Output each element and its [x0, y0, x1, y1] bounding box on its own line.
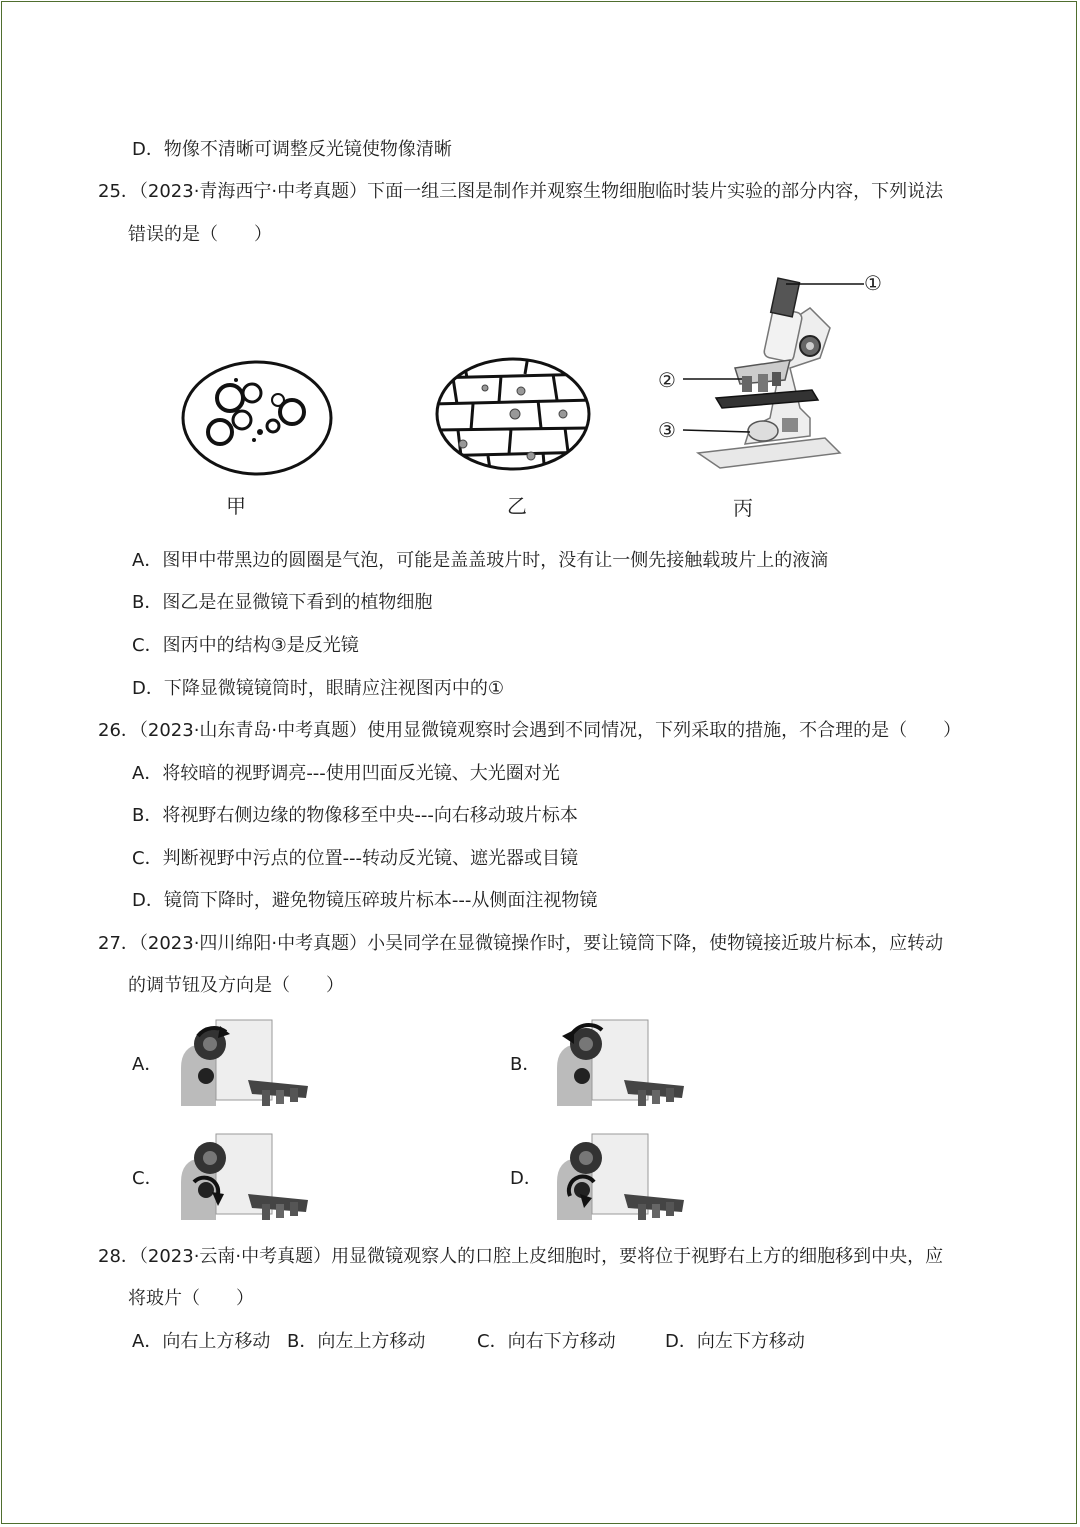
q25-option-a: A．图甲中带黑边的圆圈是气泡，可能是盖盖玻片时，没有让一侧先接触载玻片上的液滴	[132, 550, 829, 571]
q24-option-d: D．物像不清晰可调整反光镜使物像清晰	[132, 139, 452, 160]
q28-option-c: C．向右下方移动	[477, 1331, 616, 1352]
q27-option-b-image	[552, 1018, 692, 1108]
q27-option-a-image	[176, 1018, 316, 1108]
figure-jia-bubbles	[180, 360, 336, 478]
q27-option-c-image	[176, 1132, 316, 1222]
q28-option-b: B．向左上方移动	[287, 1331, 426, 1352]
q26-option-a: A．将较暗的视野调亮---使用凹面反光镜、大光圈对光	[132, 763, 560, 784]
q27-option-d-label: D．	[510, 1168, 542, 1189]
fig-label-jia: 甲	[226, 494, 246, 518]
q27-option-b-label: B．	[510, 1054, 541, 1075]
q27-stem-line1: 27．（2023·四川绵阳·中考真题）小吴同学在显微镜操作时，要让镜筒下降，使物镜接近玻片标本，应转动	[98, 933, 944, 954]
q26-stem: 26．（2023·山东青岛·中考真题）使用显微镜观察时会遇到不同情况，下列采取的措施，不合理的是（ ）	[98, 720, 962, 741]
q28-option-a: A．向右上方移动	[132, 1331, 271, 1352]
q25-option-d: D．下降显微镜镜筒时，眼睛应注视图丙中的①	[132, 678, 504, 699]
q25-stem-line2: 错误的是（ ）	[128, 224, 272, 245]
callout-1: ①	[864, 271, 882, 295]
q27-option-d-image	[552, 1132, 692, 1222]
q26-option-c: C．判断视野中污点的位置---转动反光镜、遮光器或目镜	[132, 848, 579, 869]
q26-option-d: D．镜筒下降时，避免物镜压碎玻片标本---从侧面注视物镜	[132, 890, 598, 911]
fig-label-yi: 乙	[507, 494, 527, 518]
q28-option-d: D．向左下方移动	[665, 1331, 805, 1352]
q27-option-c-label: C．	[132, 1168, 163, 1189]
q28-stem-line1: 28．（2023·云南·中考真题）用显微镜观察人的口腔上皮细胞时，要将位于视野右上方的细胞移到中央，应	[98, 1246, 944, 1267]
callout-3: ③	[658, 418, 676, 442]
callout-2: ②	[658, 368, 676, 392]
q25-stem-line1: 25．（2023·青海西宁·中考真题）下面一组三图是制作并观察生物细胞临时装片实验的部分内容，下列说法	[98, 181, 944, 202]
q27-option-a-label: A．	[132, 1054, 163, 1075]
figure-bing-microscope	[650, 268, 900, 478]
q25-option-b: B．图乙是在显微镜下看到的植物细胞	[132, 592, 433, 613]
fig-label-bing: 丙	[733, 496, 753, 520]
q28-stem-line2: 将玻片（ ）	[128, 1288, 254, 1309]
q27-stem-line2: 的调节钮及方向是（ ）	[128, 975, 344, 996]
q26-option-b: B．将视野右侧边缘的物像移至中央---向右移动玻片标本	[132, 805, 578, 826]
figure-yi-plant-cells	[433, 356, 593, 472]
q25-option-c: C．图丙中的结构③是反光镜	[132, 635, 359, 656]
